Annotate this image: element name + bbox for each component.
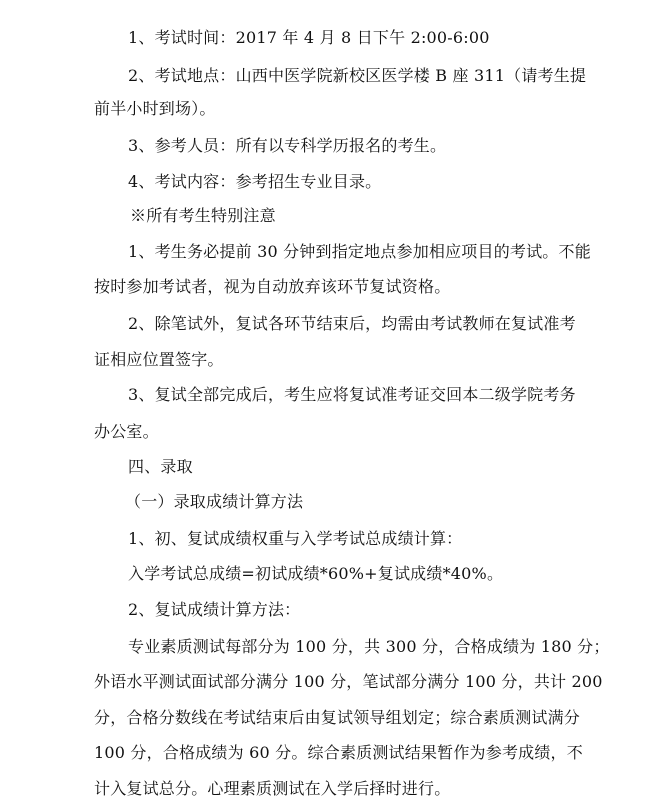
notice-item-1-cont: 按时参加考试者，视为自动放弃该环节复试资格。 [94,277,451,296]
score-formula-line: 入学考试总成绩=初试成绩*60%+复试成绩*40%。 [128,564,504,583]
professional-test-line: 专业素质测试每部分为 100 分，共 300 分，合格成绩为 180 分； [128,637,610,656]
notice-item-3-cont: 办公室。 [94,422,159,441]
notice-item-2-cont: 证相应位置签字。 [94,350,224,369]
exam-location-line-cont: 前半小时到场）。 [94,99,216,118]
score-item-1: 1、初、复试成绩权重与入学考试总成绩计算： [128,529,463,548]
exam-content-line: 4、考试内容：参考招生专业目录。 [128,172,382,191]
psychological-test-line: 计入复试总分。心理素质测试在入学后择时进行。 [94,779,451,798]
passing-line-note: 分，合格分数线在考试结束后由复试领导组划定；综合素质测试满分 [94,708,581,727]
exam-time-line: 1、考试时间：2017 年 4 月 8 日下午 2:00-6:00 [128,28,490,47]
notice-heading: ※所有考生特别注意 [130,206,276,225]
comprehensive-test-line: 100 分，合格成绩为 60 分。综合素质测试结果暂作为参考成绩，不 [94,743,583,762]
notice-item-1: 1、考生务必提前 30 分钟到指定地点参加相应项目的考试。不能 [128,242,591,261]
exam-participants-line: 3、参考人员：所有以专科学历报名的考生。 [128,136,447,155]
notice-item-2: 2、除笔试外，复试各环节结束后，均需由考试教师在复试准考 [128,314,576,333]
language-test-line: 外语水平测试面试部分满分 100 分，笔试部分满分 100 分，共计 200 [94,672,603,691]
subsection-score-method-heading: （一）录取成绩计算方法 [125,492,304,511]
exam-location-line: 2、考试地点：山西中医学院新校区医学楼 B 座 311（请考生提 [128,66,587,85]
notice-item-3: 3、复试全部完成后，考生应将复试准考证交回本二级学院考务 [128,385,576,404]
section-admission-heading: 四、录取 [128,457,193,476]
score-item-2: 2、复试成绩计算方法： [128,600,301,619]
